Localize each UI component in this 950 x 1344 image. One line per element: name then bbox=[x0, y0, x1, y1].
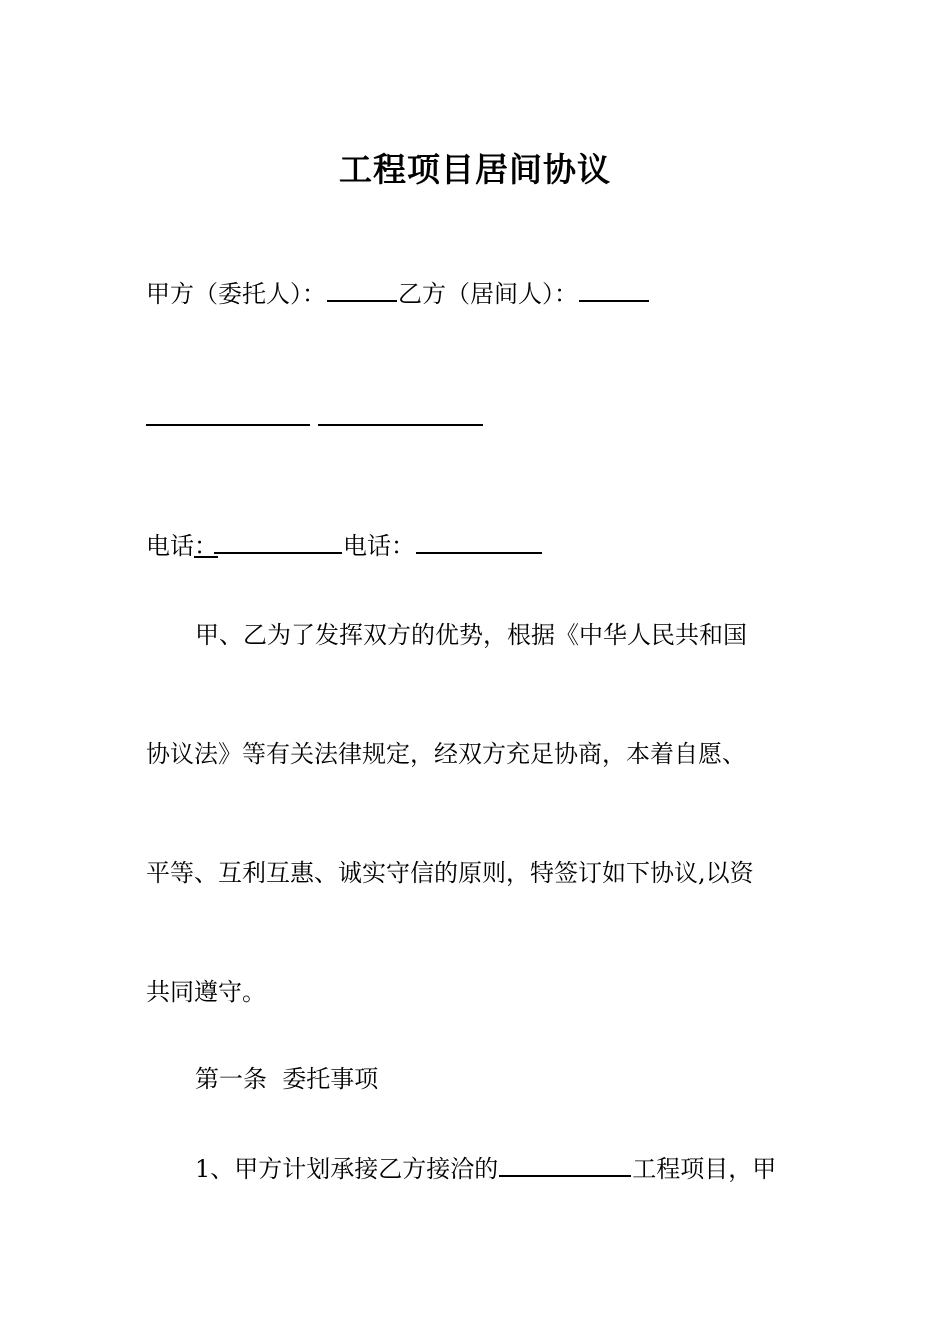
phone-b-label: 电话： bbox=[343, 532, 415, 560]
phone-line bbox=[146, 530, 543, 562]
document-title: 工程项目居间协议 bbox=[339, 150, 611, 189]
party-a-address-blank bbox=[146, 424, 310, 426]
phone-a-label: 电话 bbox=[146, 532, 194, 560]
clause-1-line bbox=[195, 1153, 776, 1185]
preamble-line-1: 甲、乙为了发挥双方的优势，根据《中华人民共和国 bbox=[195, 621, 747, 649]
project-name-blank bbox=[499, 1153, 631, 1177]
clause-1-prefix: 1、甲方计划承接乙方接洽的 bbox=[195, 1155, 499, 1183]
party-b-blank bbox=[579, 278, 649, 302]
preamble-line-2: 协议法》等有关法律规定，经双方充足协商，本着自愿、 bbox=[146, 740, 746, 768]
phone-b-blank bbox=[416, 530, 542, 554]
party-b-label: 乙方（居间人）： bbox=[398, 280, 578, 308]
preamble-line-3: 平等、互利互惠、诚实守信的原则，特签订如下协议,以资 bbox=[146, 859, 754, 887]
phone-a-colon: ： bbox=[194, 532, 218, 560]
preamble-line-4: 共同遵守。 bbox=[146, 978, 266, 1006]
party-a-label: 甲方（委托人）： bbox=[146, 280, 326, 308]
party-b-address-blank bbox=[318, 424, 483, 426]
clause-1-suffix: 工程项目，甲 bbox=[632, 1155, 777, 1183]
article-1-heading: 第一条 委托事项 bbox=[195, 1065, 379, 1093]
party-line bbox=[146, 278, 650, 310]
phone-a-blank bbox=[214, 530, 342, 554]
party-a-blank bbox=[327, 278, 397, 302]
